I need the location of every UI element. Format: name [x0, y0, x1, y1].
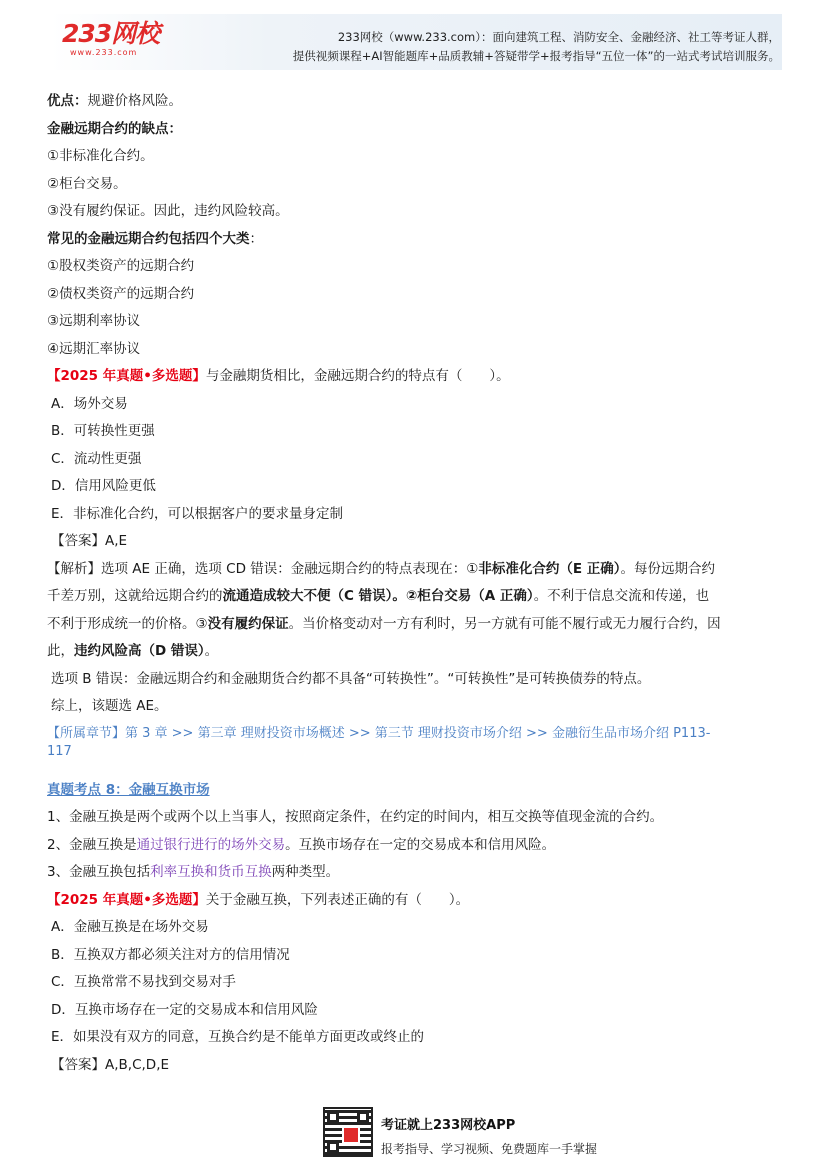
section-title[interactable]: 真题考点 8：金融互换市场 [47, 781, 210, 798]
option-a: A．金融互换是在场外交易 [51, 919, 209, 935]
option-e: E．非标准化合约，可以根据客户的要求量身定制 [51, 505, 344, 522]
answer: 【答案】A,E [51, 533, 128, 549]
option-b: B．互换双方都必须关注对方的信用情况 [51, 946, 290, 963]
option-e: E．如果没有双方的同意，互换合约是不能单方面更改或终止的 [51, 1029, 425, 1045]
answer: 【答案】A,B,C,D,E [51, 1056, 170, 1073]
analysis [47, 556, 782, 721]
type-item: ③远期利率协议 [47, 313, 141, 329]
types-title: 常见的金融远期合约包括四个大类 [47, 230, 250, 247]
analysis-line [47, 556, 782, 584]
analysis-text: 千差万别，这就给远期合约的 [47, 588, 223, 604]
point-item [47, 832, 782, 860]
option-d: D．互换市场存在一定的交易成本和信用风险 [51, 1001, 318, 1018]
types-colon: ： [249, 230, 263, 247]
tagline-line-1: 233网校（www.233.com）：面向建筑工程、消防安全、金融经济、社工等考证人群， [337, 30, 780, 44]
analysis-text: 不利于形成统一的价格。③ [47, 615, 208, 632]
tagline-line-2: 提供视频课程+AI智能题库+品质教辅+答疑带学+报考指导“五位一体”的一站式考试培训服务。 [292, 49, 780, 63]
question-2-stem [47, 887, 782, 915]
document-body [47, 88, 782, 1079]
logo-text: 233网校 [62, 19, 160, 48]
qr-corner [327, 1141, 339, 1153]
question-1-stem [47, 363, 782, 391]
qr-code-icon[interactable] [323, 1107, 373, 1157]
app-promo-footer [323, 1102, 643, 1162]
analysis-text: 。不利于信息交流和传递，也 [533, 588, 710, 604]
qr-corner [327, 1111, 339, 1123]
footer-subtitle: 报考指导、学习视频、免费题库一手掌握 [381, 1142, 598, 1156]
page-header [0, 0, 830, 80]
analysis-text: 。每份远期合约 [620, 560, 716, 577]
analysis-emphasis: 流通造成较大不便（C 错误）。②柜台交易（A 正确） [222, 588, 534, 604]
defect-item: ③没有履约保证。因此，违约风险较高。 [47, 203, 289, 219]
advantage-text: 规避价格风险。 [87, 93, 182, 109]
chapter-reference[interactable] [47, 725, 782, 761]
point-highlight: 通过银行进行的场外交易 [136, 836, 286, 853]
point-item: 1、金融互换是两个或两个以上当事人，按照商定条件，在约定的时间内，相互交换等值现金流的合约。 [47, 809, 664, 825]
analysis-text: 。 [204, 643, 219, 659]
chapter-reference-line-1[interactable]: 【所属章节】第 3 章 >> 第三章 理财投资市场概述 >> 第三节 理财投资市场介绍 >> 金融衍生品市场介绍 P113- [47, 725, 711, 741]
option-c: C．流动性更强 [51, 450, 142, 467]
type-item: ④远期汇率协议 [47, 340, 141, 357]
qr-corner [357, 1111, 369, 1123]
defects-title: 金融远期合约的缺点： [47, 120, 182, 137]
question-text: 与金融期货相比，金融远期合约的特点有（ ）。 [205, 368, 510, 384]
question-tag: 【2025 年真题•多选题】 [47, 891, 206, 908]
option-c: C．互换常常不易找到交易对手 [51, 974, 236, 990]
analysis-emphasis: 违约风险高（D 错误） [74, 643, 205, 659]
analysis-conclusion: 综上，该题选 AE。 [51, 698, 168, 714]
footer-title: 考证就上233网校APP [381, 1118, 516, 1133]
defect-item: ②柜台交易。 [47, 175, 127, 192]
analysis-text: 【解析】选项 AE 正确，选项 CD 错误：金融远期合约的特点表现在：① [47, 560, 479, 577]
analysis-line: 选项 B 错误：金融远期合约和金融期货合约都不具备“可转换性”。“可转换性”是可转换债券的特点。 [51, 670, 651, 687]
point-text: 2、金融互换是 [47, 836, 137, 853]
chapter-reference-line-2[interactable]: 117 [47, 743, 72, 759]
option-b: B．可转换性更强 [51, 423, 155, 439]
logo-url: www.233.com [70, 48, 138, 57]
advantage-label: 优点： [47, 93, 88, 109]
analysis-line [47, 611, 782, 639]
header-tagline [240, 28, 780, 66]
analysis-emphasis: 非标准化合约（E 正确） [478, 560, 621, 577]
brand-logo [62, 20, 182, 64]
defect-item: ①非标准化合约。 [47, 148, 154, 164]
question-text: 关于金融互换，下列表述正确的有（ ）。 [205, 891, 470, 908]
analysis-text: 。当价格变动对一方有利时，另一方就有可能不履行或无力履行合约，因 [288, 615, 721, 632]
option-a: A．场外交易 [51, 395, 128, 412]
analysis-line [47, 583, 782, 611]
qr-logo [342, 1126, 360, 1144]
point-item [47, 859, 782, 887]
advantage-line [47, 88, 782, 116]
type-item: ②债权类资产的远期合约 [47, 285, 195, 302]
analysis-text: 此， [47, 643, 74, 659]
type-item: ①股权类资产的远期合约 [47, 258, 195, 274]
analysis-line [47, 638, 782, 666]
point-text: 3、金融互换包括 [47, 864, 151, 880]
point-text: 。互换市场存在一定的交易成本和信用风险。 [285, 836, 556, 853]
question-tag: 【2025 年真题•多选题】 [47, 368, 206, 384]
types-title-line [47, 226, 782, 254]
option-d: D．信用风险更低 [51, 478, 156, 494]
analysis-emphasis: 没有履约保证 [207, 615, 289, 632]
point-text: 两种类型。 [271, 864, 340, 880]
point-highlight: 利率互换和货币互换 [150, 864, 272, 880]
